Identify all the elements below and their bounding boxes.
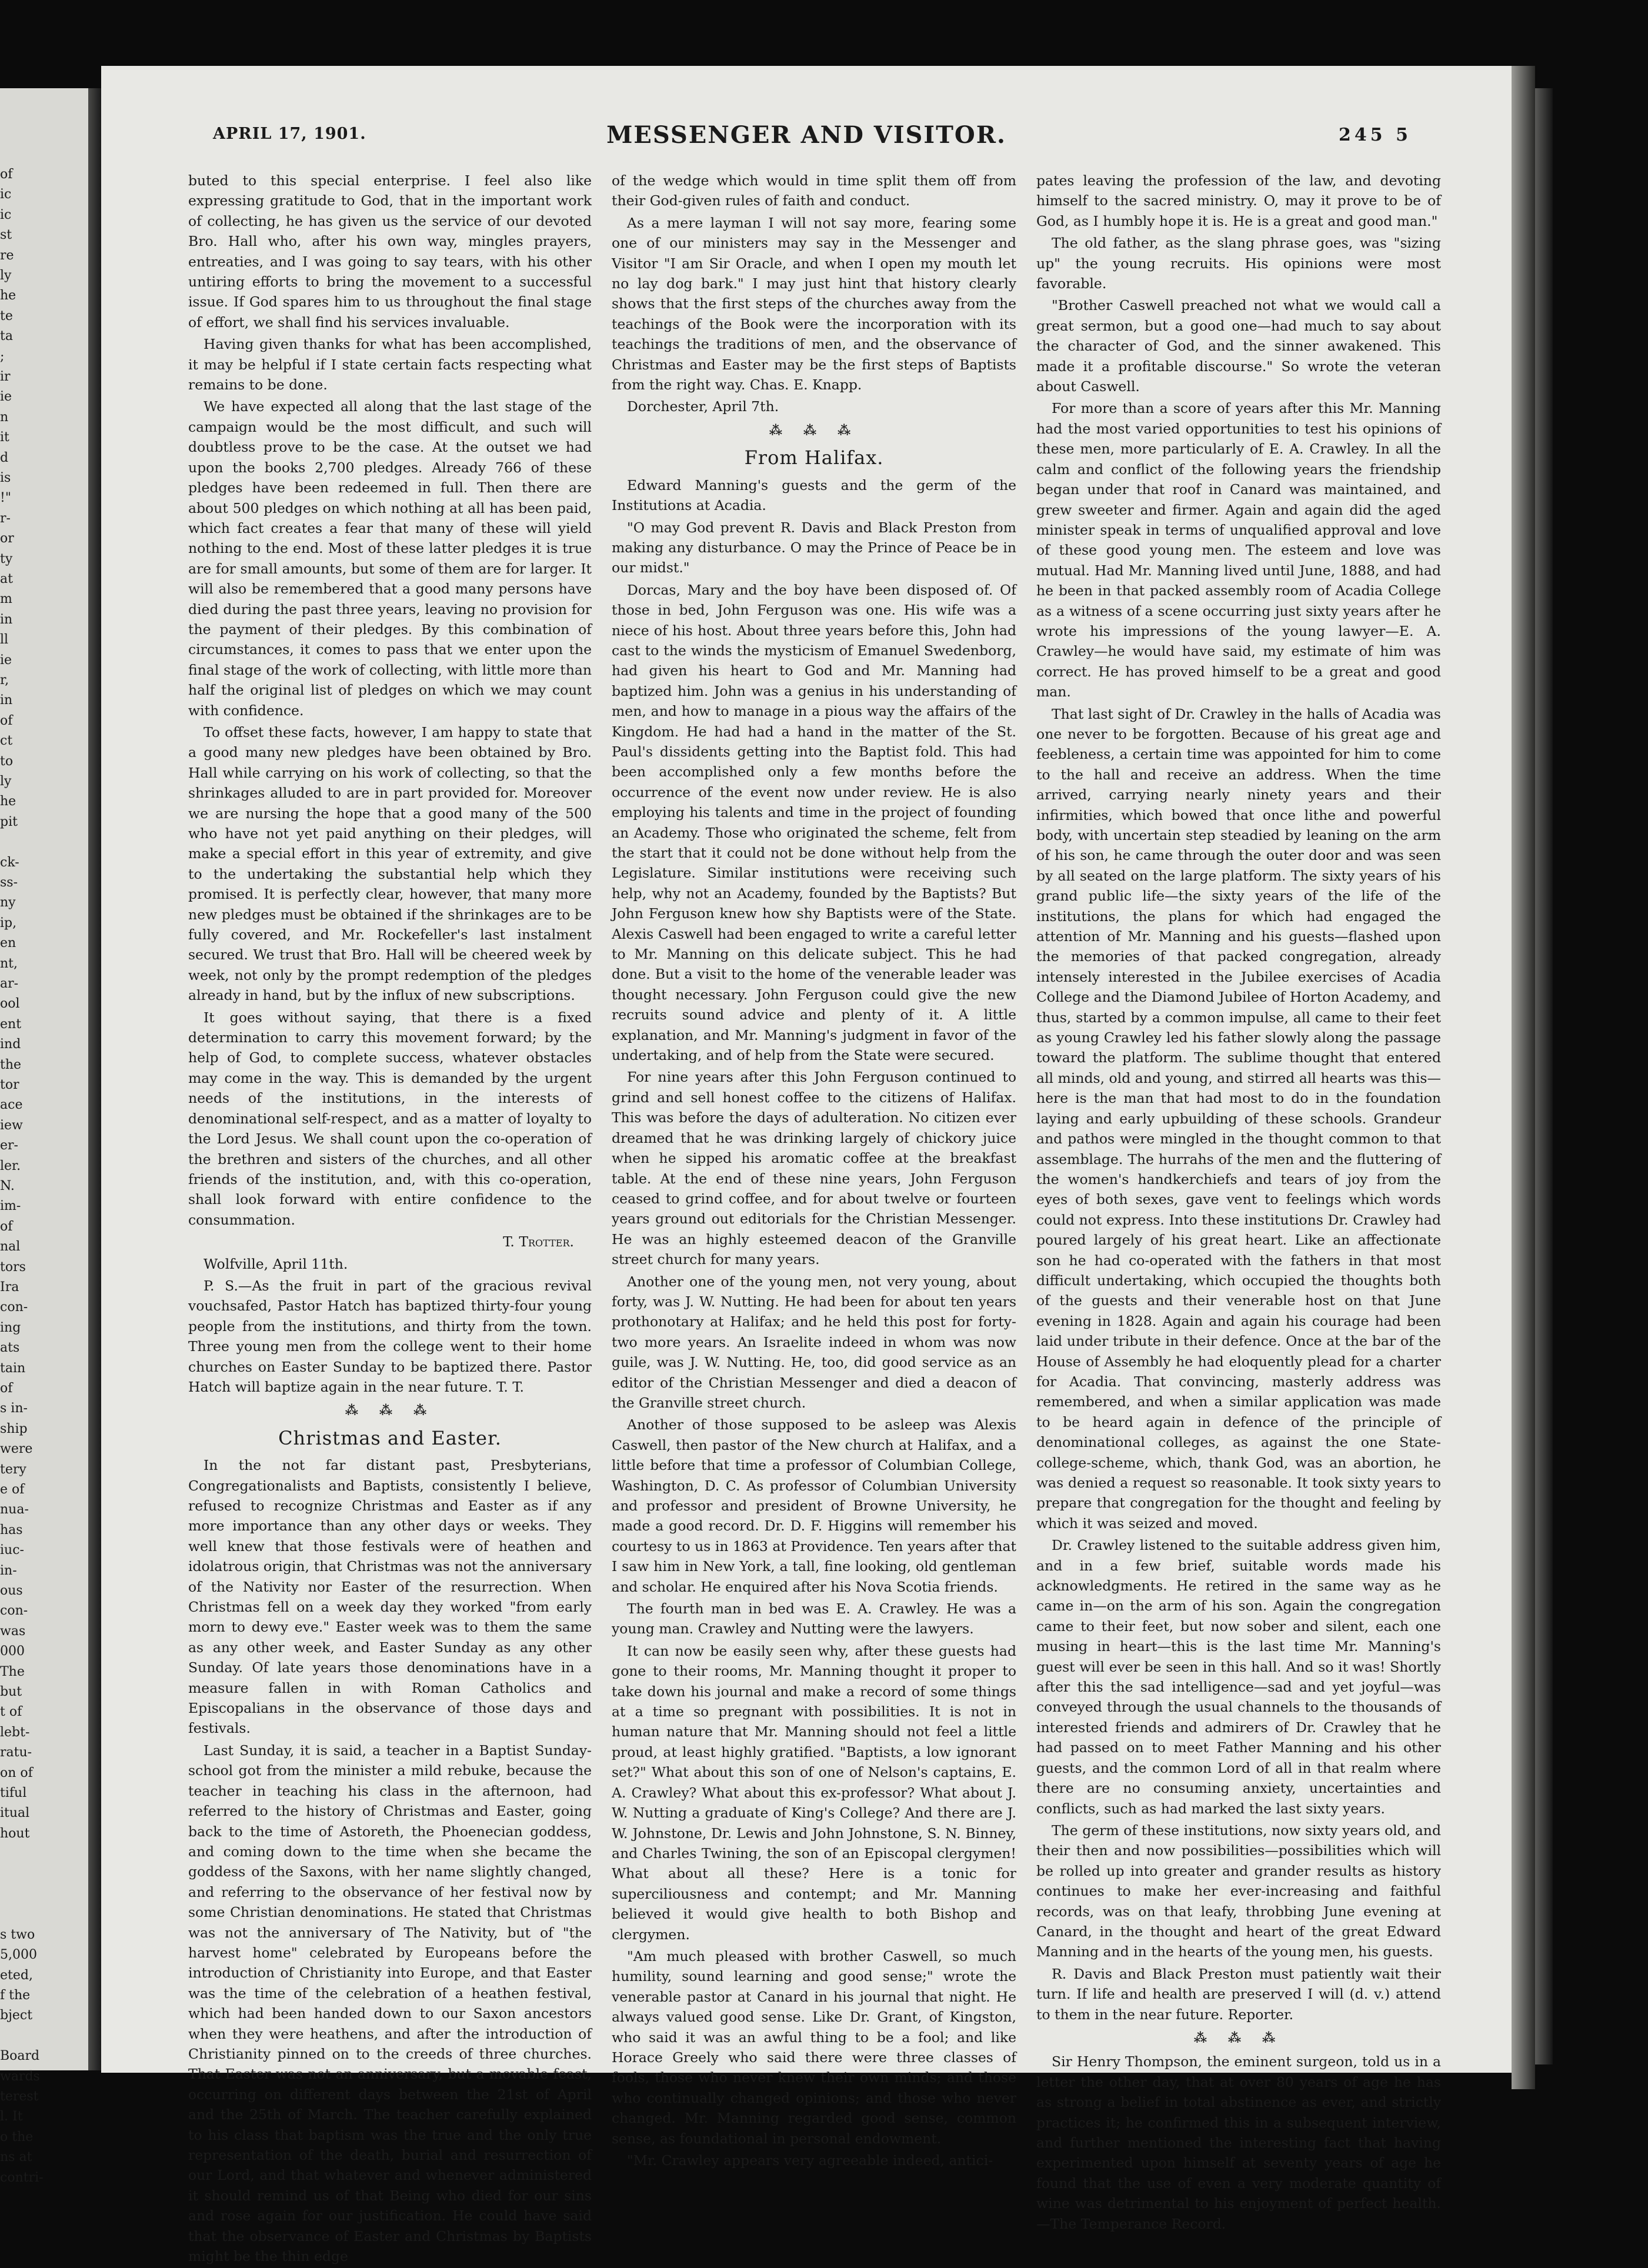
edge-fragment: ent xyxy=(0,1016,22,1032)
edge-fragment: The xyxy=(0,1664,25,1679)
edge-fragment: m xyxy=(0,592,12,607)
page-number: 245 5 xyxy=(1339,125,1412,145)
paragraph: Another of those supposed to be asleep was Alexis Caswell, then pastor of the New church at Halifax, and a little before that time a professor of Columbian College, Washington, D. C. As professor of Columbian University and professor and president of Browne University, he made a good record. Dr. D. F. Higgins will remember his courtesy to us in 1863 at Providence. Ten years after that I saw him in New York, a tall, fine looking, old gentleman and scholar. He enquired after his Nova Scotia friends. xyxy=(612,1416,1016,1595)
edge-fragment: im- xyxy=(0,1199,21,1214)
edge-fragment: of xyxy=(0,1381,13,1396)
edge-fragment: wards xyxy=(0,2069,40,2084)
header-date: APRIL 17, 1901. xyxy=(213,125,366,143)
paragraph: The fourth man in bed was E. A. Crawley. He was a young man. Crawley and Nutting were the lawyers. xyxy=(612,1600,1016,1637)
binding-edge xyxy=(1535,88,1553,2064)
edge-fragment: of xyxy=(0,167,13,182)
edge-fragment: ny xyxy=(0,895,16,910)
edge-fragment: !" xyxy=(0,491,11,506)
edge-fragment: itual xyxy=(0,1806,30,1821)
edge-fragment: in xyxy=(0,693,13,708)
edge-fragment: N. xyxy=(0,1179,15,1193)
edge-fragment: t of xyxy=(0,1705,22,1720)
article-heading: Christmas and Easter. xyxy=(278,1426,502,1449)
edge-fragment: on of xyxy=(0,1765,33,1780)
paragraph: For nine years after this John Ferguson continued to grind and sell honest coffee to the citizens of Halifax. This was before the days of adulteration. No citizen ever dreamed that he was drinking largely of chickory juice when he sipped his aromatic coffee at the breakfast table. At the end of these nine years, John Ferguson ceased to grind coffee, and for about twelve or fourteen years ground out editorials for the Christian Messenger. He was an highly esteemed deacon of the Granville street church for many years. xyxy=(612,1069,1016,1268)
edge-fragment: ind xyxy=(0,1037,21,1052)
edge-fragment: nal xyxy=(0,1239,21,1255)
paragraph: We have expected all along that the last stage of the campaign would be the most difficult, and such will doubtless prove to be the case. At the outset we had upon the books 2,700 pledges. Already 766 of these pledges have been redeemed in full. Then there are about 500 pledges on which nothing at all has been paid, which fact creates a fear that many of these will yield nothing to the end. Most of these latter pledges it is true are for small amounts, but some of them are for larger. It will also be remembered that a good many persons have died during the past three years, leaving no provision for the payment of their pledges. By this combination of circumstances, it comes to pass that we enter upon the final stage of the work of collecting, with little more than half the original list of pledges on which we may count with confidence. xyxy=(188,398,592,719)
edge-fragment: n xyxy=(0,409,9,425)
edge-fragment: l. It xyxy=(0,2109,23,2124)
edge-fragment: con- xyxy=(0,1300,28,1315)
edge-fragment: tor xyxy=(0,1078,19,1092)
edge-fragment: f the xyxy=(0,1988,31,2003)
edge-fragment: pit xyxy=(0,814,18,829)
paragraph: The germ of these institutions, now sixty years old, and their then and now possibilities—possibilities which will be rolled up into greater and grander results as history continues to make her ever-increasing and faithful records, was on that leafy, throbbing June evening at Canard, in the thought and heart of the great Edward Manning and in the hearts of the young men, his guests. xyxy=(1036,1822,1441,1960)
edge-fragment: ta xyxy=(0,329,13,344)
edge-fragment: s in- xyxy=(0,1401,28,1416)
paragraph: buted to this special enterprise. I feel also like expressing gratitude to God, that in the important work of collecting, he has given us the service of our devoted Bro. Hall who, after his own way, mingles prayers, entreaties, and I was going to say tears, with his other untiring efforts to bring the movement to a successful issue. If God spares him to us throughout the final stage of effort, we shall find his services invaluable. xyxy=(188,172,592,331)
column-3 xyxy=(1036,171,1441,2236)
edge-fragment: hout xyxy=(0,1826,30,1841)
edge-fragment: tery xyxy=(0,1462,26,1477)
edge-fragment: tiful xyxy=(0,1786,27,1800)
edge-fragment: ip, xyxy=(0,915,17,930)
edge-fragment: in xyxy=(0,612,13,627)
edge-fragment: nua- xyxy=(0,1502,29,1517)
edge-fragment: ool xyxy=(0,996,20,1012)
paragraph: P. S.—As the fruit in part of the gracious revival vouchsafed, Pastor Hatch has baptized thirty-four young people from the institutions, and thirty from the town. Three young men from the college went to their home churches on Easter Sunday to be baptized there. Pastor Hatch will baptize again in the near future. T. T. xyxy=(188,1277,592,1395)
edge-fragment: ll xyxy=(0,632,9,648)
paragraph: Last Sunday, it is said, a teacher in a Baptist Sunday-school got from the minister a mild rebuke, because the teacher in teaching his class in the afternoon, had referred to the history of Christmas and Easter, going back to the time of Astoreth, the Phoenecian goddess, and coming down to the time when she became the goddess of the Saxons, with her name slightly changed, and referring to the observance of her festival now by some Christian denominations. He stated that Christmas was not the anniversary of The Nativity, but of "the harvest home" celebrated by Europeans before the introduction of Christianity into Europe, and that Easter was the time of the celebration of a heathen festival, which had been handed down to our Saxon ancestors when they were heathens, and after the introduction of Christianity pinned on to the creeds of three churches. That Easter was not an anniversary, but a movable feast, occurring on different days between the 21st of April and the 25th of March. The teacher carefully explained to his class that baptism was the true and the only true representation of the death, burial and resurrection of our Lord, and that whatever and whenever administered it should remind us of that Being who died for our sins and rose again for our justification. He could have said that the observance of Easter and Christmas by Baptists might be the thin edge xyxy=(188,1742,592,2265)
edge-fragment: ic xyxy=(0,187,12,202)
page-shadow xyxy=(1512,66,1535,2089)
paragraph: In the not far distant past, Presbyterians, Congregationalists and Baptists, consistently I believe, refused to recognize Christmas and Easter as if any more importance than any other days or weeks. They well knew that those festivals were of heathen and idolatrous origin, that Christmas was not the anniversary of the Nativity nor Easter of the resurrection. When Christmas fell on a week day they worked "from early morn to dewy eve." Easter week was to them the same as any other week, and Easter Sunday as any other Sunday. Of late years those denominations have in a measure fallen in with Roman Catholics and Episcopalians in the observance of those days and festivals. xyxy=(188,1457,592,1737)
edge-fragment: st xyxy=(0,228,12,243)
paragraph: R. Davis and Black Preston must patiently wait their turn. If life and health are preserved I will (d. v.) attend to them in the near future. Reporter. xyxy=(1036,1965,1441,2023)
edge-fragment: ie xyxy=(0,652,12,668)
edge-fragment: con- xyxy=(0,1603,28,1619)
paragraph: Wolfville, April 11th. xyxy=(204,1255,348,1272)
edge-fragment: ss- xyxy=(0,875,18,890)
paragraph: As a mere layman I will not say more, fearing some one of our ministers may say in the Messenger and Visitor "I am Sir Oracle, and when I open my mouth let no lay dog bark." I may just hint that history clearly shows that the first steps of the churches away from the teachings of the Book were the incorporation with its teachings the traditions of men, and the observance of Christmas and Easter may be the first steps of Baptists from the right way. Chas. E. Knapp. xyxy=(612,214,1016,393)
edge-fragment: ous xyxy=(0,1583,23,1598)
paragraph: Sir Henry Thompson, the eminent surgeon, told us in a letter the other day, that at over 80 years of age he has as strong a belief in total abstinence as ever, and strictly practices it; he confirmed this in a subsequent interview, and further mentioned the interesting fact that having experimented upon himself at seventy years of age he found that the use of even a very moderate quantity of wine was detrimental to his enjoyment of perfect health.—The Temperance Record. xyxy=(1036,2053,1441,2232)
paragraph: pates leaving the profession of the law, and devoting himself to the sacred ministry. O, may it prove to be of God, as I humbly hope it is. He is a great and good man." xyxy=(1036,172,1441,229)
edge-fragment: ratu- xyxy=(0,1745,32,1760)
edge-fragment: te xyxy=(0,308,13,323)
section-ornament: ⁂ ⁂ ⁂ xyxy=(1193,2030,1284,2046)
section-ornament: ⁂ ⁂ ⁂ xyxy=(769,422,859,438)
edge-fragment: terest xyxy=(0,2089,39,2104)
paragraph: Having given thanks for what has been accomplished, it may be helpful if I state certain facts respecting what remains to be done. xyxy=(188,336,592,393)
edge-fragment: or xyxy=(0,531,14,546)
edge-fragment: lebt- xyxy=(0,1725,30,1740)
edge-fragment: is xyxy=(0,471,11,485)
edge-fragment: of xyxy=(0,713,13,728)
edge-fragment: has xyxy=(0,1522,23,1537)
edge-fragment: Ira xyxy=(0,1280,19,1295)
edge-fragment: ler. xyxy=(0,1158,21,1173)
edge-fragment: eted, xyxy=(0,1967,33,1983)
masthead-title: MESSENGER AND VISITOR. xyxy=(606,121,1006,149)
edge-fragment: iew xyxy=(0,1118,23,1133)
paragraph: The old father, as the slang phrase goes, was "sizing up" the young recruits. His opinions were most favorable. xyxy=(1036,235,1441,292)
edge-fragment: was xyxy=(0,1623,26,1639)
signature: T. Trotter. xyxy=(503,1233,574,1250)
edge-fragment: ar- xyxy=(0,976,19,991)
paragraph: "Mr. Crawley appears very agreeable indeed, antici- xyxy=(627,2152,993,2169)
edge-fragment: contri- xyxy=(0,2170,44,2185)
edge-fragment: 5,000 xyxy=(0,1947,37,1963)
edge-fragment: ats xyxy=(0,1340,20,1356)
column-2 xyxy=(612,171,1016,2172)
paragraph: Dr. Crawley listened to the suitable address given him, and in a few brief, suitable words made his acknowledgments. He retired in the same way as he came in—on the arm of his son. Again the congregation came to their feet, but now sober and silent, each one musing in heart—this is the last time Mr. Manning's guest will ever be seen in this hall. And so it was! Shortly after this the sad intelligence—sad and yet joyful—was conveyed through the usual channels to the thousands of interested friends and admirers of Dr. Crawley that he had passed on to meet Father Manning and his other guests, and the common Lord of all in that realm where there are no consuming anxiety, uncertainties and conflicts, such as had marked the last sixty years. xyxy=(1036,1537,1441,1817)
edge-fragment: d xyxy=(0,450,9,465)
edge-fragment: ly xyxy=(0,268,12,283)
paragraph: Dorcas, Mary and the boy have been disposed of. Of those in bed, John Ferguson was one. His wife was a niece of his host. About three years before this, John had cast to the winds the mysticism of Emanuel Swedenborg, had given his heart to God and Mr. Manning had baptized him. John was a genius in his understanding of men, and how to manage in a pious way the affairs of the Kingdom. He had had a hand in the matter of the St. Paul's dissidents getting into the Baptist fold. This had been accomplished only a few months before the occurrence of the event now under review. He is also employing his talents and time in the project of founding an Academy. Those who originated the scheme, felt from the start that it could not be done without help from the Legislature. Similar institutions were receiving such help, why not an Academy, founded by the Baptists? But John Ferguson knew how shy Baptists were of the State. Alexis Caswell had been engaged to write a careful letter to Mr. Manning on this delicate subject. This he had done. But a visit to the home of the venerable leader was thought necessary. John Ferguson could give the new recruits sound advice and plenty of it. A little explanation, and Mr. Manning's judgment in favor of the undertaking, and of help from the State were secured. xyxy=(612,581,1016,1064)
edge-fragment: ty xyxy=(0,551,13,566)
edge-fragment: were xyxy=(0,1442,33,1457)
page-gutter xyxy=(88,88,101,2070)
newspaper-page xyxy=(101,66,1512,2265)
paragraph: It can now be easily seen why, after these guests had gone to their rooms, Mr. Manning thought it proper to take down his journal and make a record of some things at a time so pregnant with possibilities. It is not in human nature that Mr. Manning should not feel a little proud, at least highly gratified. "Baptists, a low ignorant set?" What about this son of one of Nelson's captains, E. A. Crawley? What about this ex-professor? What about J. W. Nutting a graduate of King's College? And there are J. W. Johnstone, Dr. Lewis and John Johnstone, S. N. Binney, and Charles Twining, the son of an Episcopal clergymen! What about all these? Here is a tonic for superciliousness and contempt; and Mr. Manning believed it would give health to both Bishop and clergymen. xyxy=(612,1642,1016,1943)
edge-fragment: he xyxy=(0,288,16,303)
edge-fragment: nt, xyxy=(0,956,18,971)
edge-fragment: ir xyxy=(0,369,11,384)
paragraph: "Am much pleased with brother Caswell, so much humility, sound learning and good sense;" wrote the venerable pastor at Canard in his journal that night. He always valued good sense. Like Dr. Grant, of Kingston, who said it was an awful thing to be a fool; and like Horace Greely who said there were three classes of fools, those who never knew their own minds; and those who continually changed opinions; and those who never changed. Mr. Manning regarded good sense, common sense, as foundational in personal endowment. xyxy=(612,1947,1016,2147)
edge-fragment: of xyxy=(0,1219,13,1234)
edge-fragment: e of xyxy=(0,1482,25,1497)
edge-fragment: r, xyxy=(0,673,9,688)
edge-fragment: bject xyxy=(0,2008,33,2023)
edge-fragment: en xyxy=(0,936,16,951)
section-ornament: ⁂ ⁂ ⁂ xyxy=(345,1403,435,1419)
edge-fragment: tain xyxy=(0,1360,26,1376)
edge-fragment: ship xyxy=(0,1421,28,1436)
paragraph: That last sight of Dr. Crawley in the halls of Acadia was one never to be forgotten. Because of his great age and feebleness, a certain time was appointed for him to come to the hall and receive an address. When the time arrived, carrying nearly ninety years and their infirmities, which bowed that once lithe and powerful body, with uncertain step steadied by leaning on the arm of his son, he came through the outer door and was seen by all seated on the large platform. The sixty years of his grand public life—the sixty years of the life of the institutions, the plans for which had engaged the attention of Mr. Manning and his guests—flashed upon the memories of that packed congregation, already intensely interested in the Jubilee exercises of Acadia College and the Diamond Jubilee of Horton Academy, and thus, started by a common impulse, all came to their feet as young Crawley led his father slowly along the passage toward the platform. The sublime thought that entered all minds, old and young, and stirred all hearts was this—here is the man that had most to do in the foundation laying and early upbuilding of these schools. Grandeur and pathos were mingled in the thought common to that assemblage. The hurrahs of the men and the fluttering of the women's handkerchiefs and tears of joy from the eyes of both sexes, gave vent to feelings which words could not express. Into these institutions Dr. Crawley had poured largely of his great heart. Like an affectionate son he had co-operated with the fathers in that most difficult undertaking, which occupied the thoughts both of the guests and their venerable host on that June evening in 1828. Again and again his courage had been laid under tribute in their defence. Once at the bar of the House of Assembly he had eloquently plead for a charter for Acadia. That convincing, masterly address was remembered, and when a similar application was made to be heard again in defence of the principle of denominational colleges, as against the one State-college-scheme, which, thank God, was an abortion, he was denied a request so reasonable. It took sixty years to prepare that congregation for the thought and feeling by which it was seized and moved. xyxy=(1036,705,1441,1532)
column-1 xyxy=(188,171,592,2268)
edge-fragment: in- xyxy=(0,1563,17,1578)
edge-fragment: o the xyxy=(0,2129,34,2144)
edge-fragment: ace xyxy=(0,1098,23,1113)
edge-fragment: Board xyxy=(0,2049,40,2064)
edge-fragment: the xyxy=(0,1057,22,1072)
edge-fragment: ct xyxy=(0,733,13,749)
paragraph: Edward Manning's guests and the germ of the Institutions at Acadia. xyxy=(612,476,1016,514)
paragraph: Another one of the young men, not very young, about forty, was J. W. Nutting. He had been for about ten years prothonotary at Halifax; and he held this post for forty-two more years. An Israelite indeed in whom was now guile, was J. W. Nutting. He, too, did good service as an editor of the Christian Messenger and died a deacon of the Granville street church. xyxy=(612,1273,1016,1411)
edge-fragment: he xyxy=(0,794,16,809)
previous-page-edge xyxy=(0,88,88,2185)
edge-fragment: ck- xyxy=(0,855,19,870)
edge-fragment: ly xyxy=(0,774,12,789)
paragraph: "Brother Caswell preached not what we would call a great sermon, but a good one—had much to say about the character of God, and the sinner awakened. This made it a profitable discourse." So wrote the veteran about Caswell. xyxy=(1036,297,1441,395)
edge-fragment: ; xyxy=(0,349,9,364)
article-heading: From Halifax. xyxy=(744,446,884,469)
edge-fragment: it xyxy=(0,430,9,445)
edge-fragment: er- xyxy=(0,1138,18,1153)
paragraph: Dorchester, April 7th. xyxy=(627,398,779,415)
edge-fragment: but xyxy=(0,1685,22,1699)
edge-fragment: r- xyxy=(0,511,11,526)
edge-fragment: re xyxy=(0,248,14,263)
paragraph: For more than a score of years after this Mr. Manning had the most varied opportunities to test his opinions of these men, more particularly of E. A. Crawley. In all the calm and conflict of the following years the friendship began under that roof in Canard was maintained, and grew sweeter and firmer. Again and again did the aged minister speak in terms of unqualified approval and love of these good young men. The esteem and love was mutual. Had Mr. Manning lived until June, 1888, and had he been in that packed assembly room of Acadia College as a witness of a scene occurring just sixty years after he wrote his impressions of the young lawyer—E. A. Crawley—he would have said, my estimate of him was correct. He has proved himself to be a great and good man. xyxy=(1036,400,1441,701)
paragraph: To offset these facts, however, I am happy to state that a good many new pledges have been obtained by Bro. Hall while carrying on his work of collecting, so that the shrinkages alluded to are in part provided for. Moreover we are nursing the hope that a good many of the 500 who have not yet paid anything on their pledges, will make a special effort in this year of extremity, and give to the undertaking the substantial help which they promised. It is perfectly clear, however, that many more new pledges must be obtained if the shrinkages are to be fully covered, and Mr. Rockefeller's last instalment secured. We trust that Bro. Hall will be cheered week by week, not only by the prompt redemption of the pledges already in hand, but by the influx of new subscriptions. xyxy=(188,723,592,1004)
edge-fragment: ic xyxy=(0,207,12,222)
edge-fragment: ing xyxy=(0,1320,21,1335)
edge-fragment: ie xyxy=(0,389,12,405)
edge-fragment: tors xyxy=(0,1259,26,1275)
edge-fragment: ns at xyxy=(0,2150,32,2165)
edge-fragment: 000 xyxy=(0,1644,25,1659)
edge-fragment: iuc- xyxy=(0,1543,24,1558)
paragraph: of the wedge which would in time split them off from their God-given rules of faith and conduct. xyxy=(612,172,1016,209)
edge-fragment: s two xyxy=(0,1927,35,1942)
paragraph: It goes without saying, that there is a fixed determination to carry this movement forward; by the help of God, to complete success, whatever obstacles may come in the way. This is demanded by the urgent needs of the institutions, in the interests of denominational self-respect, and as a matter of loyalty to the Lord Jesus. We shall count upon the co-operation of the brethren and sisters of the churches, and all other friends of the institution, and, with this co-operation, shall look forward with entire confidence to the consummation. xyxy=(188,1009,592,1228)
edge-fragment: to xyxy=(0,753,14,769)
paragraph: "O may God prevent R. Davis and Black Preston from making any disturbance. O may the Prince of Peace be in our midst." xyxy=(612,519,1016,576)
edge-fragment: at xyxy=(0,572,13,586)
